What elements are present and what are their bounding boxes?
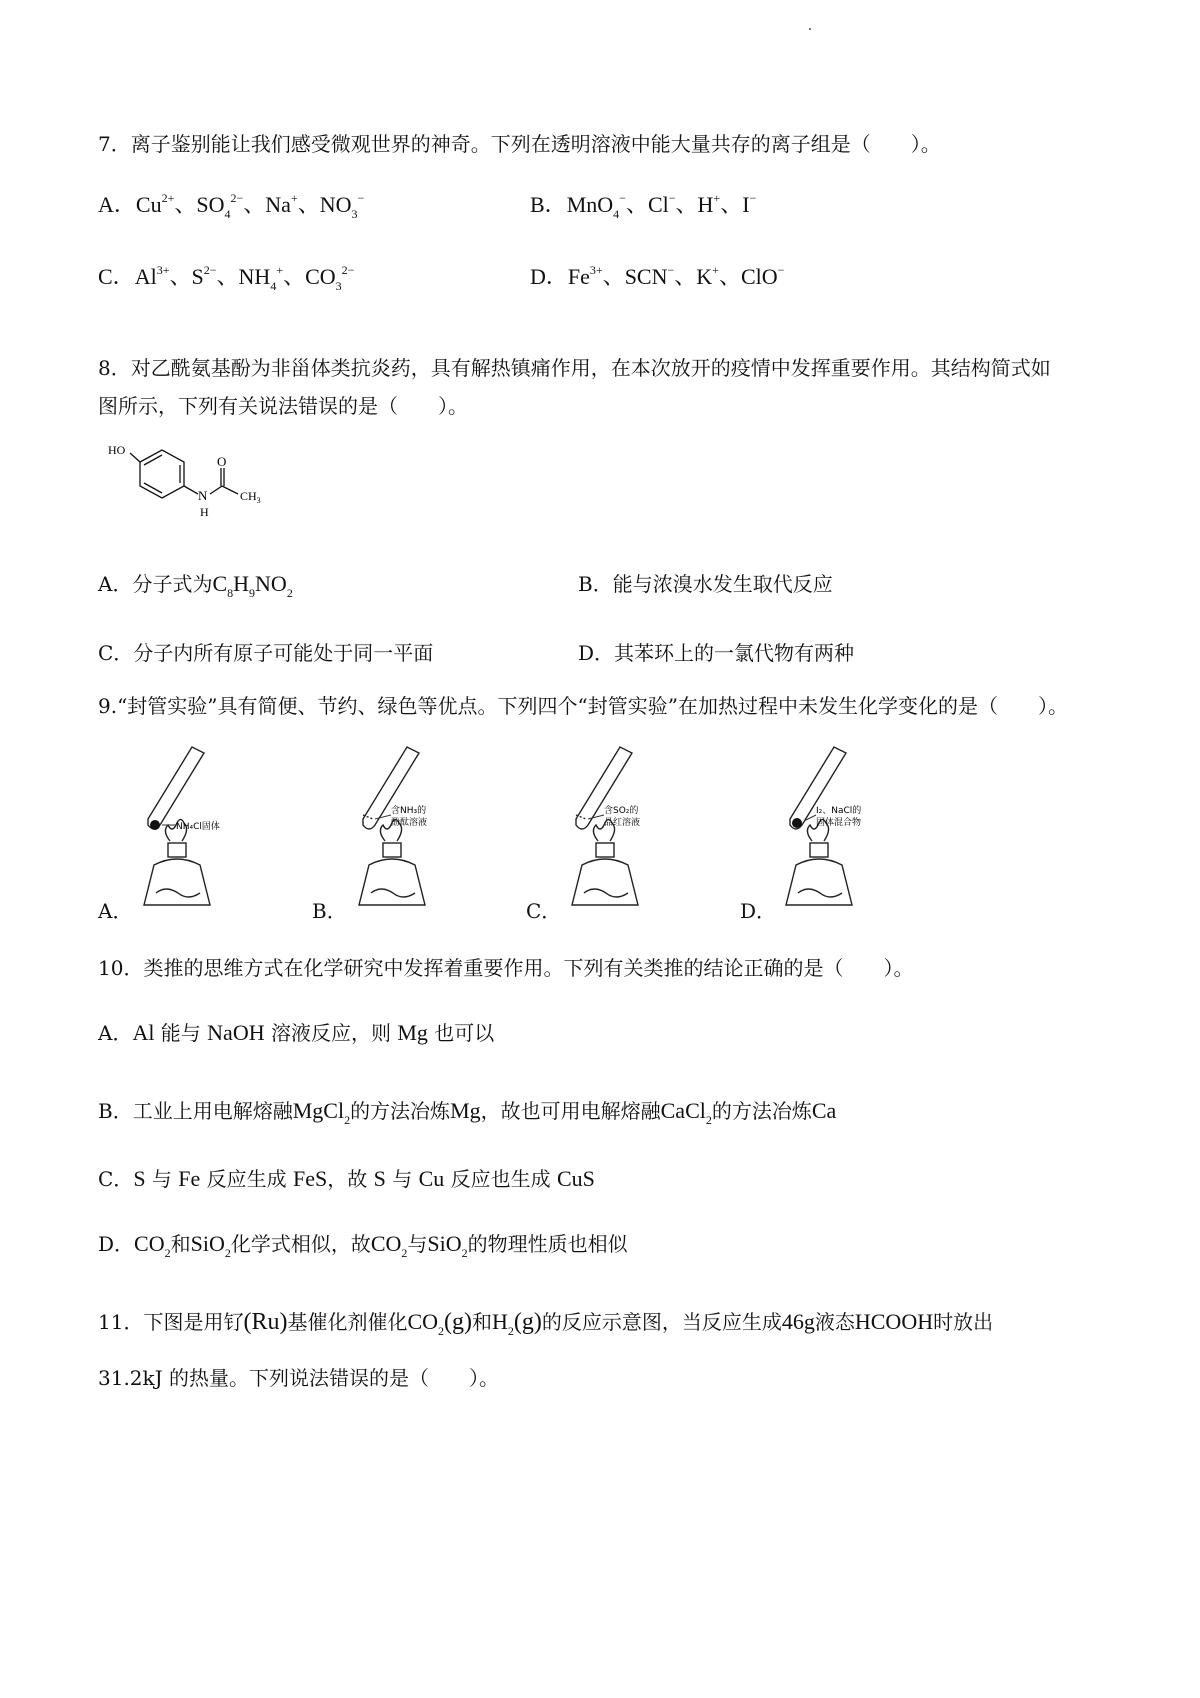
alcohol-lamp — [786, 859, 852, 905]
q9-b-label-2: 酚酞溶液 — [391, 818, 428, 828]
ch3-label: $CH_3$ — [240, 489, 261, 505]
q9-c-label-2: 品红溶液 — [604, 818, 641, 828]
q9-c-label-1: 含SO₂的 — [604, 806, 639, 816]
benzene-ring — [140, 450, 184, 498]
q9-d-label-2: 固体混合物 — [816, 818, 862, 828]
sealed-tube — [363, 747, 419, 829]
h-label: H — [200, 505, 209, 519]
sealed-tube — [576, 747, 632, 829]
q7-option-d: D．$Fe^{3+}$、SCN−、K+、ClO− — [530, 263, 785, 289]
solid-sample — [150, 820, 160, 830]
ho-label: HO — [108, 443, 126, 457]
q7-option-a: A．$Cu^{2+}$、$SO_4^{2-}$、Na+、$NO_3^-$ — [98, 191, 365, 221]
q10-option-d: D．$CO_2$和SiO$_2$化学式相似，故$CO_2$与SiO$_2$的物理性质也相似 — [98, 1231, 628, 1260]
q10-stem: 10．类推的思维方式在化学研究中发挥着重要作用。下列有关类推的结论正确的是（ ）。 — [98, 956, 914, 980]
q7-option-c: C．$Al^{3+}$、$S^{2-}$、$NH_4^+$、$CO_3^{2-}$ — [98, 263, 355, 293]
q9-option-b-letter: B． — [312, 899, 347, 923]
sealed-tube — [148, 747, 204, 829]
q8-option-d: D．其苯环上的一氯代物有两种 — [578, 641, 855, 665]
q9-apparatus-d — [772, 745, 922, 915]
q9-option-d-letter: D． — [740, 899, 777, 923]
q8-option-b: B．能与浓溴水发生取代反应 — [578, 572, 833, 596]
acetaminophen-structure — [100, 438, 300, 528]
q9-apparatus-c — [558, 745, 708, 915]
q9-d-label-1: I₂、NaCl的 — [816, 806, 862, 816]
q8-stem-line1: 8．对乙酰氨基酚为非甾体类抗炎药，具有解热镇痛作用，在本次放开的疫情中发挥重要作用。其结构简式如 — [98, 356, 1051, 380]
q9-stem: 9.“封管实验”具有简便、节约、绿色等优点。下列四个“封管实验”在加热过程中未发生化学变化的是（ ）。 — [98, 694, 1068, 718]
solid-mixture — [792, 818, 802, 828]
q9-option-c-letter: C． — [526, 899, 562, 923]
alcohol-lamp — [144, 859, 210, 905]
o-label: O — [217, 454, 227, 469]
n-label: N — [198, 488, 208, 503]
q9-a-label: NH₄Cl固体 — [176, 822, 220, 832]
q7-option-b: B．MnO$_4$−、Cl−、H+、I− — [530, 191, 757, 221]
alcohol-lamp — [359, 859, 425, 905]
scan-dot — [809, 28, 811, 30]
q9-apparatus-b — [345, 745, 495, 915]
q8-stem-line2: 图所示，下列有关说法错误的是（ ）。 — [98, 394, 468, 418]
q9-option-a-letter: A． — [98, 899, 133, 923]
q10-option-a: A．Al 能与 NaOH 溶液反应，则 Mg 也可以 — [98, 1020, 495, 1045]
q10-option-b: B．工业上用电解熔融MgCl$_2$的方法冶炼Mg，故也可用电解熔融CaCl$_2$的方法冶炼Ca — [98, 1098, 837, 1127]
q7-stem: 7．离子鉴别能让我们感受微观世界的神奇。下列在透明溶液中能大量共存的离子组是（ ）。 — [98, 132, 941, 156]
q9-apparatus-a — [130, 745, 280, 915]
q8-option-a: A．分子式为$C_8H_9NO_2$ — [98, 571, 293, 600]
q9-b-label-1: 含NH₃的 — [391, 806, 427, 816]
q8-option-c: C．分子内所有原子可能处于同一平面 — [98, 641, 434, 665]
sealed-tube — [790, 747, 846, 829]
q11-stem-line2: 31.2kJ 的热量。下列说法错误的是（ ）。 — [98, 1366, 500, 1390]
q11-stem-line1: 11．下图是用钌(Ru)基催化剂催化$CO_2(g)$和$H_2(g)$的反应示意图，当反应生成46g液态HCOOH时放出 — [98, 1309, 994, 1338]
q10-option-c: C．S 与 Fe 反应生成 FeS，故 S 与 Cu 反应也生成 CuS — [98, 1166, 595, 1191]
alcohol-lamp — [572, 859, 638, 905]
